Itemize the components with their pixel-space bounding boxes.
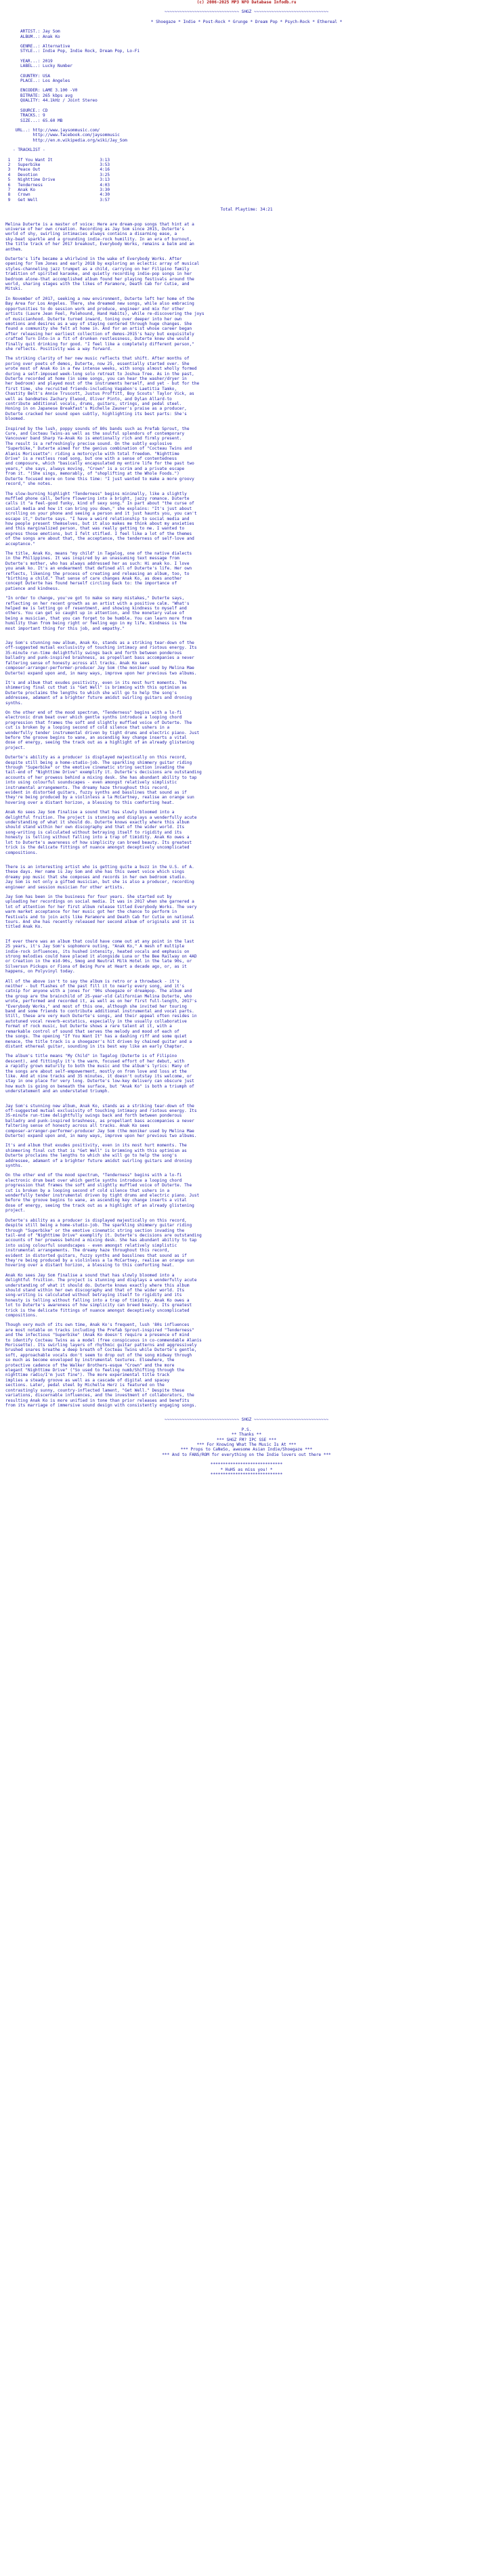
track-row xyxy=(5,163,488,167)
review-4 xyxy=(5,939,488,1094)
review-5 xyxy=(5,1104,488,1409)
track-time: 4:30 xyxy=(100,192,110,198)
review-2 xyxy=(5,641,488,855)
urls-block xyxy=(5,128,488,143)
track-title: Crown xyxy=(18,192,30,198)
release-label: LABEL..: Lucky Number xyxy=(5,64,73,69)
release-encoder: ENCODER: LAME 3.100 -V0 xyxy=(5,88,78,93)
genres-line: * Shoegaze * Indie * Post-Rock * Grunge * Dream Pop * Psych-Rock * Ethereal * xyxy=(150,19,343,24)
tracklist-title-text: - TRACKLIST - xyxy=(13,148,45,153)
track-time: 4:16 xyxy=(100,167,110,173)
review-paragraph: The striking clarity of her new music reflects that shift. After months of poring over poets of demos, Duterte, now 25, essentially started over. She wrote most of Anak Ko in a few intense weeks, with songs almost wholly formed during a self-imposed week-long solo retreat to Joshua Tree. As in the past, Duterte recorded at home (in some songs, you can hear the washer/dryer in her bedroom) and played most of the instruments herself, and yet - but for the first time, she recruited friends-including Vagabon's Laetitia Tamko, Chastity Belt's Annie Truscott, Justus Proffitt, Boy Scouts' Taylor Vick, as well as bandmates Zachary Elwood, Oliver Pinto, and Dylan Allard-to contribute additional vocals, drums, guitars, strings, and pedal steel. Honing in on Japanese Breakfast's Michelle Zauner's praise as a producer, Duterte cracked her sound open subtly, highlighting its best parts: She's bloomed. xyxy=(5,356,200,422)
release-source: SOURCE.: CD xyxy=(5,108,48,113)
release-genre: GENRE..: Alternative xyxy=(5,44,70,49)
track-number: 5 xyxy=(7,177,11,183)
track-number: 4 xyxy=(7,172,11,177)
track-row xyxy=(5,167,488,172)
copyright-credit: (c) 2006-2025 MP3 NFO Database Infodb.ru xyxy=(196,0,297,5)
footer-stars-top: ***************************** xyxy=(210,1462,283,1467)
size-value: 65.60 MB xyxy=(43,118,63,123)
style-value: Indie Pop, Indie Rock, Dream Pop, Lo-Fi xyxy=(43,49,140,54)
track-time: 3:25 xyxy=(100,172,110,177)
track-title: If You Want It xyxy=(18,157,53,163)
track-time: 3:13 xyxy=(100,157,110,163)
label-value: Lucky Number xyxy=(43,64,73,69)
track-number: 3 xyxy=(7,167,11,173)
track-row xyxy=(5,177,488,182)
track-title: Tenderness xyxy=(18,182,43,188)
url-link[interactable]: http://www.jaysommusic.com/ xyxy=(33,127,100,133)
release-place: PLACE..: Los Angeles xyxy=(5,79,70,84)
review-paragraph: Anak Ko sees Jay Som finalise a sound that has slowly bloomed into a delightful fruition. The project is stunning and displays a wonderfully acute understanding of what it should do. Duterte knows exactly where this album should stand within her own discography and that of the wider world. Its song-writing is calculated without betraying itself to rigidity and its honesty is telling without falling into a trap of timidity. Anak Ko owes a lot to Duterte's awareness of how simplicity can breed beauty. Its greatest trick is the delicate fittings of nuance amongst deceptively uncomplicated compositions. xyxy=(5,1272,197,1318)
footer-shgz-ftp: *** SHGZ FM? IPC SSE *** xyxy=(216,1437,277,1442)
track-number: 6 xyxy=(7,182,11,188)
track-number: 2 xyxy=(7,162,11,167)
review-paragraph: The album's title means "My Child" in Tagalog (Duterte is of Filipino descent), and fittingly it's the warm, focused effort of her debut, with a rapidly grown maturity to both the music and the album's lyrics: Many of the songs are about self-empowerment, mostly on from love and loss at the like. And at nine tracks and 35 minutes, it doesn't outstay its welcome, or stay in one place for very long. Duterte's low-key delivery can obscure just how much is going on beneath the surface, but "Anak Ko" is both a triumph of understatement and an understated triumph. xyxy=(5,1054,194,1094)
review-paragraph: Jay Som's stunning new album, Anak Ko, stands as a striking tear-down of the off-suggested mutual exclusivity of touching intimacy and riotous energy. Its 35-minute run-time delightfully swings back and forth between ponderous balladry and punk-inspired brashness, as propellant bass accompanies a never faltering sense of honesty across all tracks. Anak Ko sees composer-arranger-performer-producer Jay Som (the moniker used by Melina Mae Duterte) expand upon and, in many ways, improve upon her previous two albums. xyxy=(5,641,197,676)
album-value: Anak Ko xyxy=(43,34,60,39)
footer-nudes: * HuHS as miss you! * xyxy=(220,1467,273,1472)
track-row xyxy=(5,158,488,163)
review-paragraph: It's and album that exudes positivity, even in its most hurt moments. The shimmering final cut that is "Get Well" is brimming with this optimism as Duterte proclaims the lengths to which she will go to help the song's addressee, adamant of a brighter future amidst swirling guitars and droning synths. xyxy=(5,1143,192,1169)
release-tracks: TRACKS.: 9 xyxy=(5,113,45,119)
release-size: SIZE...: 65.60 MB xyxy=(5,118,63,123)
review-paragraph: All of the above isn't to say the album is retro or a throwback - it's neither - but flashes of the past fill it to nearly every song, and it's catnip for anyone with a jones for '90s shoegaze or dreampop. The album and the group are the brainchild of 25-year-old Californian Melina Duterte, who wrote, performed and recorded it, as well as on her first full-length, 2017's "Everybody Works," and most of this one, although she invited her touring band and some friends to contribute additional instrumental and vocal parts. Still, these are very much Duterte's songs, and their appeal often resides in autotuned vocal reverb-ecstatics, especially in the usually collaborative format of rock music, but Duterte shows a rare talent at it, with a remarkable control of sound that serves the melody and mood of each of the songs. The opening "If You Want It" has a dashing riff and some quiet menace, the title track is a shoegazer's hit driven by chained guitar and a distant ethereal guitar, sounding in its best way like an early Chapter. xyxy=(5,979,197,1049)
review-1 xyxy=(5,222,488,631)
footer-stars-bottom: ***************************** xyxy=(210,1472,283,1477)
release-album: ALBUM..: Anak Ko xyxy=(5,34,60,39)
url-row: URL..: http://www.jaysommusic.com/ xyxy=(5,127,100,133)
track-title: Superbike xyxy=(18,162,41,167)
review-paragraph: The title, Anak Ko, means "my child" in Tagalog, one of the native dialects in the Philippines. It was inspired by an unassuming text message from Duterte's mother, who has always addressed her as such: Hi anak ko. I love you anak ko. It's an endearment that defined all of Duterte's life. Her own reflects, likening the process of creating and releasing an album, too, to "birthing a child." That sense of care changes Anak Ko, as does another concept Duterte has found herself circling back to: the importance of patience and kindness. xyxy=(5,551,192,591)
track-row xyxy=(5,192,488,197)
track-number: 1 xyxy=(7,157,11,163)
release-country: COUNTRY: USA xyxy=(5,73,51,79)
release-quality: QUALITY: 44.1kHz / Joint Stereo xyxy=(5,98,98,104)
track-row xyxy=(5,188,488,192)
review-paragraph: On the other end of the mood spectrum, "Tenderness" begins with a lo-fi electronic drum beat over which gentle synths introduce a looping chord progression that frames the soft and slightly muffled voice of Duterte. The cut is broken by a looping second of cold silence that ushers in a wonderfully tender instrumental driven by tight drums and electric piano. Just before the groove begins to wane, an ascending key change inserts a vital dose of energy, seeing the track out as a highlight of an already glistening project. xyxy=(5,1173,200,1214)
genre-value: Alternative xyxy=(43,44,70,49)
review-paragraph: Anak Ko sees Jay Som finalise a sound that has slowly bloomed into a delightful fruition. The project is stunning and displays a wonderfully acute understanding of what it should do. Duterte knows exactly where this album should stand within her own discography and that of the wider world. Its song-writing is calculated without betraying itself to rigidity and its honesty is telling without falling into a trap of timidity. Anak Ko owes a lot to Duterte's awareness of how simplicity can breed beauty. Its greatest trick is the delicate fittings of nuance amongst deceptively uncomplicated compositions. xyxy=(5,810,197,855)
place-value: Los Angeles xyxy=(43,79,70,84)
track-number: 9 xyxy=(7,197,11,202)
footer-props: *** Props to CaNeSo, awesome Asian Indie/Shoegaze *** xyxy=(180,1447,313,1453)
review-paragraph: The slow-burning highlight "Tenderness" begins minimally, like a slightly muffled phone call, before flowering into a bright, jazzy romance. Duterte calls it "a feel-good funky, kind of sexy song." In part about "the curse of social media and how it can bring you down," she explains: "It's just about scrolling on your phone and seeing a person and it just haunts you, you can't escape it," Duterte says. "I have a weird relationship to social media and how people present themselves, but it also makes me think about my anxieties and this marginalized person, that was really getting to me. I wanted to express those emotions, but I felt stifled. I feel like a lot of the themes of the songs are about that, the acceptance, the tenderness of self-love and acceptance." xyxy=(5,491,197,546)
review-paragraph: Jay Som's stunning new album, Anak Ko, stands as a striking tear-down of the off-suggested mutual exclusivity of touching intimacy and riotous energy. Its 35-minute run-time delightfully swings back and forth between ponderous balladry and punk-inspired brashness, as propellant bass accompanies a never faltering sense of honesty across all tracks. Anak Ko sees composer-arranger-performer-producer Jay Som (the moniker used by Melina Mae Duterte) expand upon and, in many ways, improve upon her previous two albums. xyxy=(5,1103,197,1138)
track-row xyxy=(5,173,488,177)
review-paragraph: Duterte's ability as a producer is displayed majestically on this record, despite still being a home-studio-job. The sparkling shimmery guitar riding through "Superbike" or the emotive cinematic string section invading the tail-end of "Nighttime Drive" exemplify it. Duterte's decisions are outstanding accounts of her prowess behind a mixing desk. She has abundant ability to tap into using colourful soundscapes - even amongst relatively simplistic instrumental arrangements. The dreamy haze throughout this record, evident in distorted guitars, fuzzy synths and basslines that sound as if they're being produced by a violinless a la McCartney, realise an orange sun hovering over a distant horizon, a blessing to this comforting heat. xyxy=(5,1218,202,1268)
track-time: 3:30 xyxy=(100,187,110,192)
artist-value: Jay Som xyxy=(43,29,60,35)
footer-knowing: *** For Knowing What The Music Is At *** xyxy=(196,1442,297,1447)
url-link[interactable]: http://www.facebook.com/jaysommusic xyxy=(33,133,120,138)
release-bitrate: BITRATE: 265 kbps avg xyxy=(5,93,73,98)
tracklist xyxy=(5,158,488,203)
encoder-value: LAME 3.100 -V0 xyxy=(43,88,78,93)
source-value: CD xyxy=(43,108,48,113)
review-paragraph: Melina Duterte is a master of voice: Here are dream-pop songs that hint at a universe of her own creation. Recording as Jay Som since 2015, Duterte's world of shy, swirling intimacies always contains a disarming ease, a sky-beat sparkle and a grounding indie-rock humility. In an era of burnout, the title track of her 2017 breakout, Everybody Works, remains a balm and an anthem. xyxy=(5,221,194,252)
track-title: Devotion xyxy=(18,172,38,177)
footer-thanks: ** Thanks ** xyxy=(231,1432,262,1438)
shgz-footer-divider: ~~~~~~~~~~~~~~~~~~~~~~~~~~~~~~ SHGZ ~~~~~~~~~~~~~~~~~~~~~~~~~~~~~~ xyxy=(164,1417,329,1423)
quality-value: 44.1kHz / Joint Stereo xyxy=(43,98,98,104)
track-time: 3:57 xyxy=(100,197,110,202)
release-artist: ARTIST.: Jay Som xyxy=(5,29,60,35)
review-paragraph: There is an interesting artist who is getting quite a buzz in the U.S. of A. these days. Her name is Jay Som and she has this sweet voice which sings dreamy pop music that she composes and records in her own bedroom studio. Jay Som is not only a gifted musician, but she is also a producer, recording engineer and session musician for other artists. xyxy=(5,864,194,890)
url-row xyxy=(5,138,488,143)
track-row xyxy=(5,198,488,202)
review-paragraph: It's and album that exudes positivity, even in its most hurt moments. The shimmering final cut that is "Get Well" is brimming with this optimism as Duterte proclaims the lengths to which she will go to help the song's addressee, adamant of a brighter future amidst swirling guitars and droning synths. xyxy=(5,680,192,706)
footer xyxy=(5,1427,488,1478)
track-time: 4:03 xyxy=(100,182,110,188)
review-paragraph: Jay Som has been in the business for four years. She started out by uploading her recordings on social media. It was in 2017 when she garnered a lot of attention for her first album release titled Everybody Works. The very warm market acceptance for her music got her the chance to perform in festivals and to join acts like Paramore and Death Cab for Cutie on national tours. And she has recently released her second album of originals and it is titled Anak Ko. xyxy=(5,894,197,930)
url-link[interactable]: http://en.m.wikipedia.org/wiki/Jay_Som xyxy=(33,137,127,143)
track-number: 8 xyxy=(7,192,11,198)
review-paragraph: Though very much of its own time, Anak Ko's frequent, lush '80s influences are most notable on tracks including the Prefab Sprout-inspired "Tenderness" and the infectious "Superbike" (Anak Ko doesn't require a presence of mind to identify Cocteau Twins as a model (free conspicuous in co-commendable Alanis Morissette). Its swirling layers of rhythmic guitar patterns and aggressively brushed snares breathe a deep breath of Cocteau Twins while Duterte's gentle, soft, approachable vocals don't seem to drop out of the song midway through so much as become enveloped by instrumental textures. Elsewhere, the protective cadence of the Walker Brothers-esque "Crown" and the more elegant "Nighttime Drive" ("So used to feeling numb/Shifting through the nighttime radio/I'm just fine"). The more experimental title track implies a steady groove as well as a cascade of digital and spacey sections. Later, pedal steel by Michelle Herz is featured on the contrastingly sunny, country-inflected lament, "Get Well." Despite these variations, discernable influences, and the investment of collaborators, the resulting Anak Ko is more unified in tone than prior releases and benefits from its marriage of immersive sound design with consistently engaging songs. xyxy=(5,1323,202,1408)
review-3 xyxy=(5,865,488,930)
track-title: Nighttime Drive xyxy=(18,177,56,183)
release-year: YEAR...: 2019 xyxy=(5,58,53,64)
footer-ps: P.S. xyxy=(241,1427,252,1432)
review-paragraph: Duterte's life became a whirlwind in the wake of Everybody Works. After opening for Tom Jones and early 2018 by exploring an eclectic array of musical styles-channeling jazz trumpet as a child, carrying on her Filipino family tradition of spirited karaoke, and quietly recording indie-pop songs in her bedroom alone-that accomplished album found her playing festivals around the world, sharing stages with the likes of Paramore, Death Cab for Cutie, and Mitski. xyxy=(5,257,200,292)
review-paragraph: "In order to change, you've got to make so many mistakes," Duterte says, reflecting on her recent growth as an artist with a positive calm. "What's helped me is letting go of resentment, and showing kindness to myself and others. You can get so caught up in attention, and the monetary value of being a musician, that you can forget to be humble. You can learn more from humility than from being right or feeling ego in my life. Kindness is the most important thing for this job, and empathy." xyxy=(5,596,192,631)
track-title: Anak Ko xyxy=(18,187,36,192)
release-style: STYLE..: Indie Pop, Indie Rock, Dream Pop, Lo-Fi xyxy=(5,49,140,54)
tracklist-title xyxy=(5,148,488,152)
review-paragraph: Inspired by the lush, poppy sounds of 80s bands such as Prefab Sprout, the Cure, and Cocteau Twins-as well as the soulful splendors of contemporary Vancouver band Sharp Ya-Anak Ko is emotionally rich and firmly present. The result is a refreshingly precise sound. On the subtly explosive "Superbike," Duterte aimed for the genius combination of "Cocteau Twins and Alanis Morissette": riding a motorcycle with total freedom. "Nighttime Drive" is a restless road song, but one with a sense of contentedness and composure, which "basically encapsulated my entire life for the past two years," she says, always moving, "Crown" is a scrim and a private escape from it. "(She sings, memorably, of "shoplifting at the Whole Foods.") Duterte focused more on tone this time: "I just wanted to make a more groovy record," she notes. xyxy=(5,426,194,487)
total-playtime: Total Playtime: 34:21 xyxy=(220,207,273,213)
review-paragraph: On the other end of the mood spectrum, "Tenderness" begins with a lo-fi electronic drum beat over which gentle synths introduce a looping chord progression that frames the soft and slightly muffled voice of Duterte. The cut is broken by a looping second of cold silence that ushers in a wonderfully tender instrumental driven by tight drums and electric piano. Just before the groove begins to wane, an ascending key change inserts a vital dose of energy, seeing the track out as a highlight of an already glistening project. xyxy=(5,710,200,750)
review-paragraph: In November of 2017, seeking a new environment, Duterte left her home of the Bay Area for Los Angeles. There, she dreamed new songs, while also embracing opportunities to do session work and produce, engineer and mix for other artists (Laure Jean Feel, Palehound, Hand Habits), while re-discovering the joys of musicianhood. Duterte turned inward, toning over deeper into her own emotions and desires as a way of staying centered through huge changes. She found a community she felt at home in. And for an artist whose career began after releasing her earliest collection of demos-2015's hazy but exquisitely crafted Turn Into-in a fit of drunken restlessness, Duterte knew she would finally quit drinking for good. "I feel like a completely different person," she reflects. Positivity was a way forward. xyxy=(5,296,205,351)
year-value: 2019 xyxy=(43,58,53,64)
country-value: USA xyxy=(43,73,51,79)
track-title: Peace Out xyxy=(18,167,41,173)
review-paragraph: Duterte's ability as a producer is displayed majestically on this record, despite still being a home-studio-job. The sparkling shimmery guitar riding through "Superbike" or the emotive cinematic string section invading the tail-end of "Nighttime Drive" exemplify it. Duterte's decisions are outstanding accounts of her prowess behind a mixing desk. She has abundant ability to tap into using colourful soundscapes - even amongst relatively simplistic instrumental arrangements. The dreamy haze throughout this record, evident in distorted guitars, fuzzy synths and basslines that sound as if they're being produced by a violinless a la McCartney, realise an orange sun hovering over a distant horizon, a blessing to this comforting heat. xyxy=(5,755,202,805)
track-time: 3:53 xyxy=(100,162,110,167)
footer-fans: *** And to FANS/ROM for everything on the Indie lovers out there *** xyxy=(162,1452,331,1457)
tracks-value: 9 xyxy=(43,113,45,119)
track-title: Get Well xyxy=(18,197,38,202)
review-paragraph: If ever there was an album that could have come out at any point in the last 25 years, it's Jay Som's sophomore outing, "Anak Ko," A mesh of multiple indie-rock influences, its hushed intensity, heated vocals and emphasis on strong melodies could have placed it alongside Luna or the Bee Railway on 4AD or Creation in the mid-90s, Smog and Neutral Milk Hotel in the late 90s, or Silversun Pickups or Fiona of Being Pure at Heart a decade ago, or, as it happens, on Polyvinyl today. xyxy=(5,939,197,974)
bitrate-value: 265 kbps avg xyxy=(43,93,73,98)
release-info xyxy=(5,29,488,123)
shgz-header-divider: ~~~~~~~~~~~~~~~~~~~~~~~~~~~~~~ SHGZ ~~~~~~~~~~~~~~~~~~~~~~~~~~~~~~ xyxy=(164,9,329,15)
track-number: 7 xyxy=(7,187,11,192)
track-row xyxy=(5,183,488,188)
url-row xyxy=(5,133,488,137)
track-time: 3:13 xyxy=(100,177,110,183)
